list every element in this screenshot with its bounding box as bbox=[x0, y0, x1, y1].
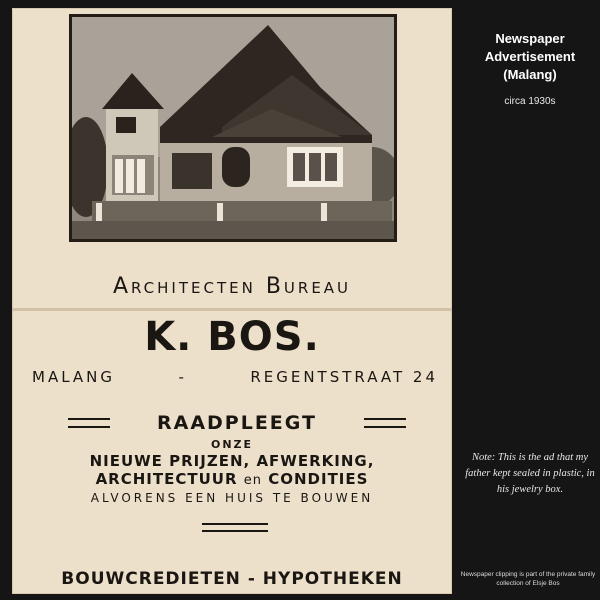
newspaper-clipping bbox=[12, 8, 452, 594]
offer-line-2-conjunction: en bbox=[243, 473, 262, 488]
consult-row bbox=[68, 412, 406, 434]
caption-date: circa 1930s bbox=[504, 96, 556, 107]
address-line bbox=[32, 368, 452, 386]
address-separator: - bbox=[178, 368, 187, 386]
offer-line-1: NIEUWE PRIJZEN, AFWERKING, bbox=[89, 452, 375, 470]
offer-line-2-part2: CONDITIES bbox=[268, 470, 369, 488]
double-rule-right bbox=[364, 418, 406, 428]
offer-line-3: ALVORENS EEN HUIS TE BOUWEN bbox=[90, 491, 374, 505]
caption-title bbox=[460, 30, 600, 84]
double-rule-divider bbox=[202, 523, 268, 532]
footer-services: BOUWCREDIETEN - HYPOTHEKEN bbox=[61, 569, 403, 589]
street-address: REGENTSTRAAT 24 bbox=[250, 368, 438, 386]
firm-heading: Architecten Bureau bbox=[112, 274, 352, 299]
caption-credit: Newspaper clipping is part of the private family collection of Elsje Bos bbox=[460, 571, 596, 587]
caption-note: Note: This is the ad that my father kept sealed in plastic, in his jewelry box. bbox=[465, 452, 595, 495]
consult-heading: RAADPLEEGT bbox=[156, 412, 318, 434]
fold-crease bbox=[12, 308, 452, 311]
caption-title-line-1: Newspaper bbox=[495, 31, 565, 46]
firm-name: K. BOS. bbox=[144, 314, 320, 360]
caption-title-line-3: (Malang) bbox=[503, 67, 557, 82]
house-illustration bbox=[72, 17, 394, 239]
onze-text: ONZE bbox=[210, 438, 254, 451]
caption-title-line-2: Advertisement bbox=[484, 49, 576, 64]
offer-line-2 bbox=[12, 470, 452, 488]
house-photo bbox=[69, 14, 397, 242]
city-name: MALANG bbox=[32, 368, 116, 386]
double-rule-left bbox=[68, 418, 110, 428]
offer-line-2-part1: ARCHITECTUUR bbox=[95, 470, 238, 488]
